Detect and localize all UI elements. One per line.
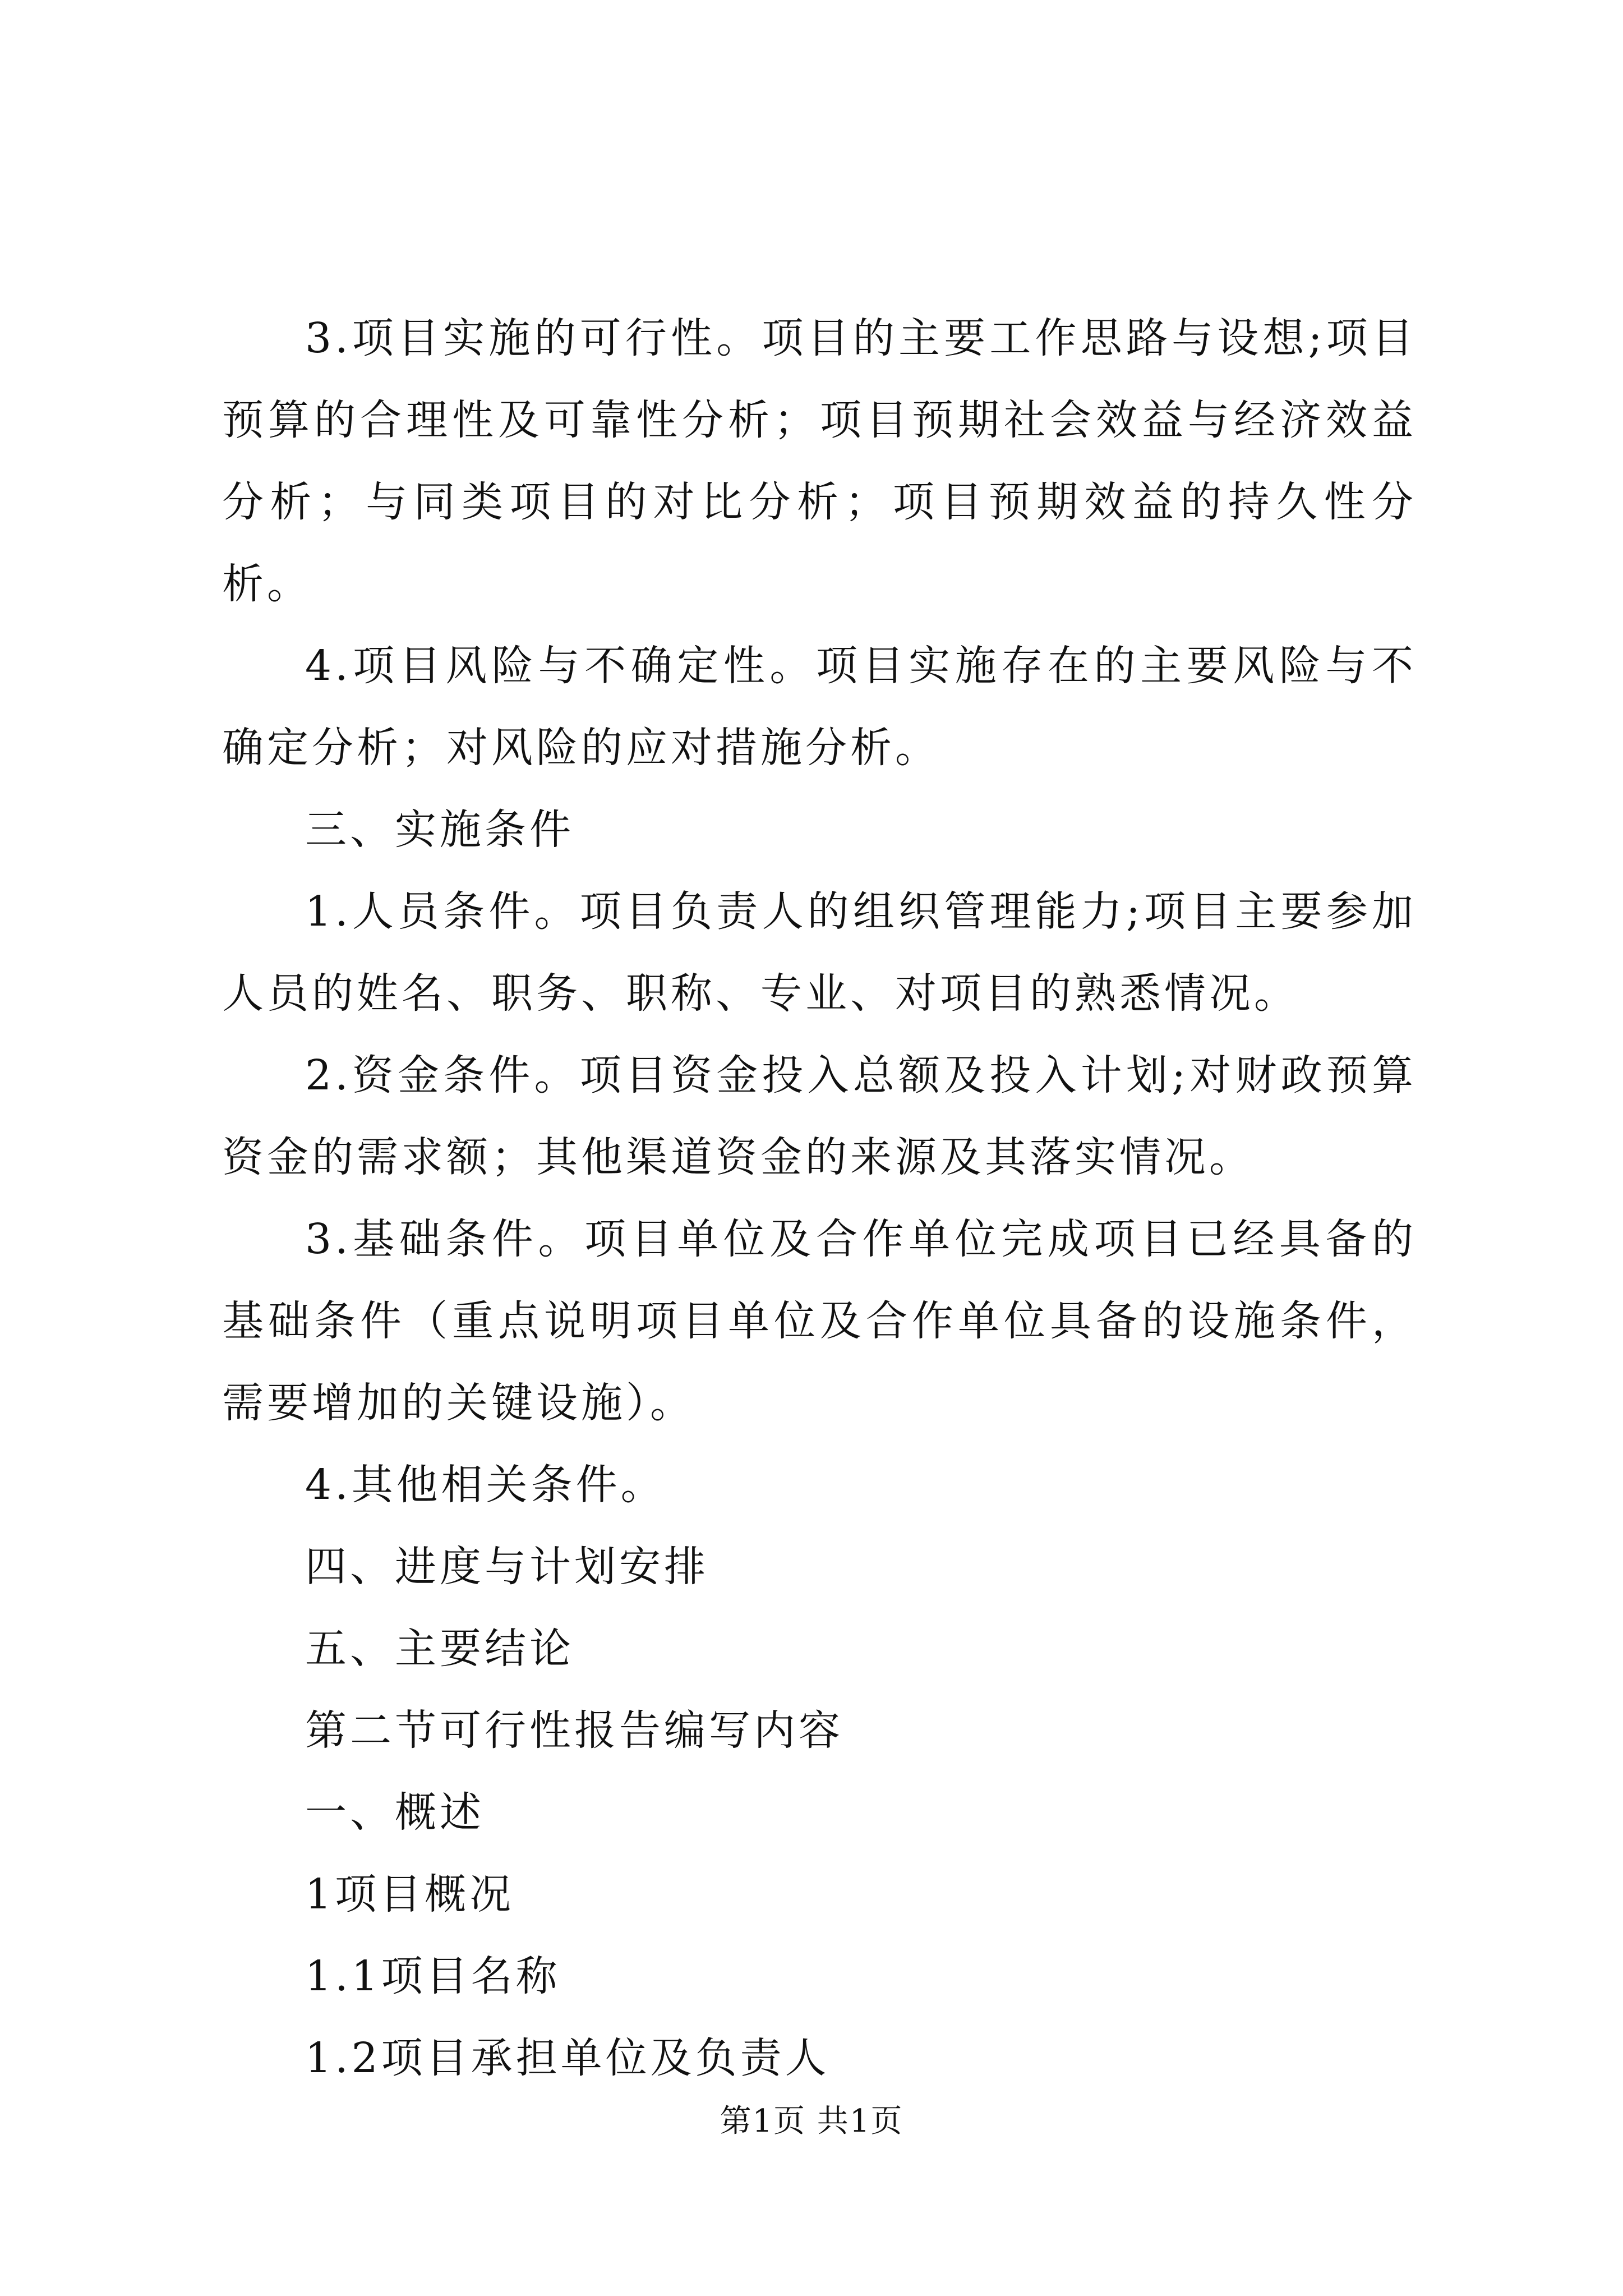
item-project-owner: 1.2项目承担单位及负责人 (305, 2034, 830, 2082)
item-project-overview: 1项目概况 (305, 1870, 515, 1918)
section-heading-schedule: 四、进度与计划安排 (305, 1543, 709, 1591)
document-body (222, 297, 1417, 2099)
paragraph-infrastructure: 3.基础条件。项目单位及合作单位完成项目已经具备的基础条件（重点说明项目单位及合作单位具备的设施条件，需要增加的关键设施）。 (222, 1215, 1417, 1427)
section-heading-overview: 一、概述 (305, 1788, 485, 1837)
section-heading-report-contents: 第二节可行性报告编写内容 (305, 1706, 843, 1755)
paragraph-risk: 4.项目风险与不确定性。项目实施存在的主要风险与不确定分析；对风险的应对措施分析。 (222, 642, 1417, 772)
paragraph-funding: 2.资金条件。项目资金投入总额及投入计划;对财政预算资金的需求额；其他渠道资金的来源及其落实情况。 (222, 1051, 1417, 1181)
item-project-name: 1.1项目名称 (305, 1952, 561, 2000)
paragraph-personnel: 1.人员条件。项目负责人的组织管理能力;项目主要参加人员的姓名、职务、职称、专业、对项目的熟悉情况。 (222, 887, 1417, 1018)
section-heading-conditions: 三、实施条件 (305, 806, 574, 854)
section-heading-conclusion: 五、主要结论 (305, 1625, 574, 1673)
page-footer: 第1页 共1页 (720, 2103, 903, 2139)
paragraph-feasibility: 3.项目实施的可行性。项目的主要工作思路与设想;项目预算的合理性及可靠性分析；项目预期社会效益与经济效益分析；与同类项目的对比分析；项目预期效益的持久性分析。 (222, 314, 1417, 608)
paragraph-other-conditions: 4.其他相关条件。 (305, 1461, 666, 1509)
